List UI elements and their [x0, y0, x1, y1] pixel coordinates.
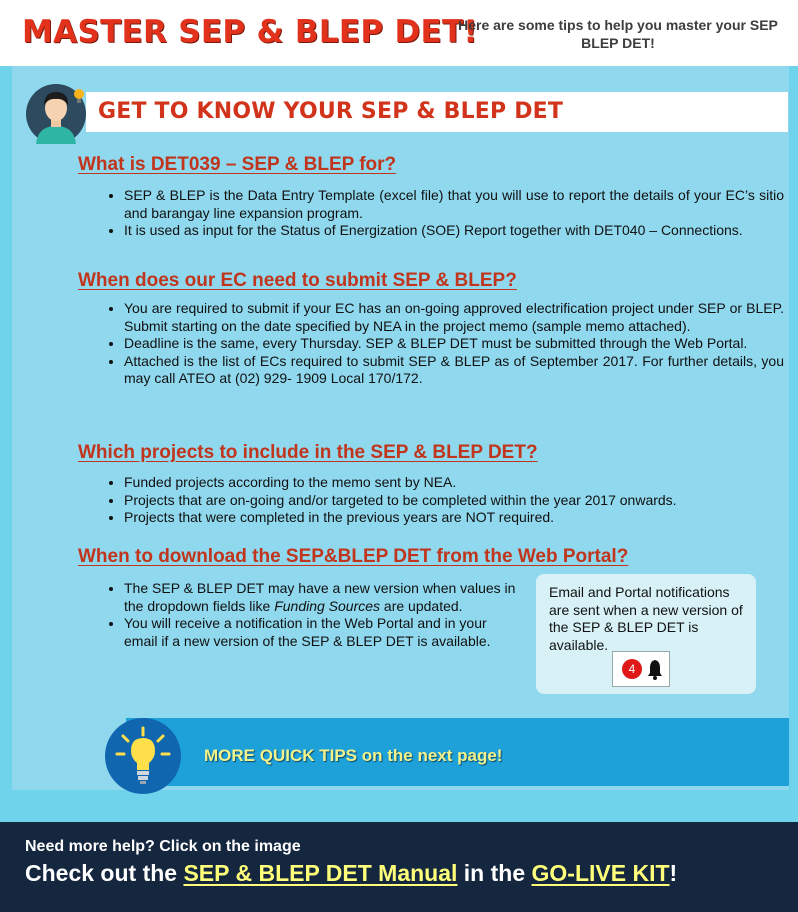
list-item: • Attached is the list of ECs required to submit SEP & BLEP as of September 2017. For further details, you may call ATEO at (02) 929- 1909 Local 170/172.	[124, 353, 784, 388]
list-item: • You are required to submit if your EC has an on-going approved electrification project under SEP or BLEP. Submit starting on the date specified by NEA in the project memo (sample memo attached).	[124, 300, 784, 335]
list-item-emphasis: Funding Sources	[274, 597, 381, 614]
list-what	[80, 187, 784, 240]
check-text: !	[669, 860, 678, 886]
list-item-text: The SEP & BLEP DET may have a new version when values in the dropdown fields like	[124, 580, 516, 614]
section-heading-what: What is DET039 – SEP & BLEP for?	[78, 154, 397, 175]
lightbulb-icon	[105, 718, 181, 794]
help-text: Need more help? Click on the image	[25, 838, 301, 855]
go-live-kit-link[interactable]: GO-LIVE KIT	[531, 860, 670, 886]
avatar-icon	[26, 80, 86, 146]
section-heading-which: Which projects to include in the SEP & BLEP DET?	[78, 442, 538, 463]
header-tip: Here are some tips to help you master your SEP BLEP DET!	[458, 17, 778, 51]
list-item: • It is used as input for the Status of Energization (SOE) Report together with DET040 – Connections.	[124, 222, 784, 240]
list-which	[80, 474, 784, 527]
section-heading-download: When to download the SEP&BLEP DET from the Web Portal?	[78, 546, 629, 567]
bell-icon	[647, 658, 663, 680]
list-item-text: are updated.	[380, 597, 463, 614]
section-heading-when-submit: When does our EC need to submit SEP & BLEP?	[78, 270, 517, 291]
list-download	[80, 580, 522, 650]
list-when-submit	[80, 300, 784, 388]
page-title: MASTER SEP & BLEP DET!	[22, 14, 478, 50]
list-item: • Funded projects according to the memo sent by NEA.	[124, 474, 784, 492]
list-item: • SEP & BLEP is the Data Entry Template (excel file) that you will use to report the details of your EC’s sitio and barangay line expansion program.	[124, 187, 784, 222]
list-item: • Deadline is the same, every Thursday. SEP & BLEP DET must be submitted through the Web Portal.	[124, 335, 784, 353]
quick-tips-bar	[126, 718, 789, 786]
list-item	[124, 580, 522, 615]
list-item: • Projects that are on-going and/or targeted to be completed within the year 2017 onwards.	[124, 492, 784, 510]
check-text: in the	[457, 860, 532, 886]
notification-text: Email and Portal notifications are sent when a new version of the SEP & BLEP DET is available.	[549, 584, 743, 653]
list-item: • Projects that were completed in the previous years are NOT required.	[124, 509, 784, 527]
check-text: Check out the	[25, 860, 184, 886]
manual-link[interactable]: SEP & BLEP DET Manual	[183, 860, 458, 886]
banner-text: GET TO KNOW YOUR SEP & BLEP DET	[98, 99, 564, 124]
section-banner	[86, 92, 788, 132]
check-out-line	[25, 860, 677, 887]
page-header	[0, 0, 798, 66]
list-item: • You will receive a notification in the Web Portal and in your email if a new version of the SEP & BLEP DET is available.	[124, 615, 522, 650]
help-footer[interactable]	[0, 822, 798, 912]
notification-badge-box	[612, 651, 670, 687]
notification-count-badge: 4	[622, 659, 642, 679]
notification-callout	[536, 574, 756, 694]
quick-tips-text: MORE QUICK TIPS on the next page!	[204, 746, 503, 765]
lightbulb-badge	[105, 718, 181, 794]
